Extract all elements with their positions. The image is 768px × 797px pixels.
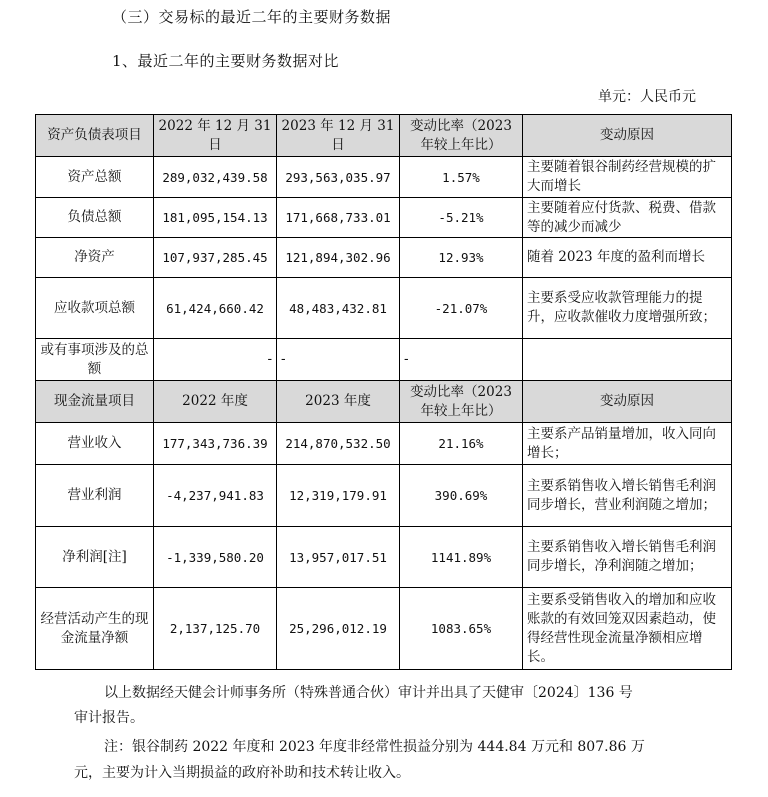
table-row [36,157,732,198]
header-cell: 2022 年度 [154,381,277,423]
value-2022-cell: 289,032,439.58 [154,157,277,198]
change-cell: 1083.65% [400,588,523,670]
table-row [36,278,732,339]
item-cell: 营业收入 [36,423,154,465]
change-cell: 1141.89% [400,527,523,588]
change-cell: 12.93% [400,238,523,278]
header-cell: 变动原因 [523,115,732,157]
value-2022-cell: 181,095,154.13 [154,198,277,238]
reason-cell: 主要系销售收入增长销售毛利润同步增长，净利润随之增加； [523,527,732,588]
value-2023-cell: 48,483,432.81 [277,278,400,339]
item-cell: 或有事项涉及的总额 [36,339,154,381]
unit-label: 单元：人民币元 [598,89,696,105]
value-2023-cell: - [277,339,400,381]
table-row [36,423,732,465]
item-cell: 负债总额 [36,198,154,238]
change-cell: -21.07% [400,278,523,339]
table-row [36,198,732,238]
change-cell: 390.69% [400,465,523,527]
value-2022-cell: 61,424,660.42 [154,278,277,339]
header-cell: 现金流量项目 [36,381,154,423]
sub-heading: 1、最近二年的主要财务数据对比 [112,52,340,70]
value-2023-cell: 121,894,302.96 [277,238,400,278]
item-cell: 净利润[注] [36,527,154,588]
value-2022-cell: 107,937,285.45 [154,238,277,278]
balance-header-row [36,115,732,157]
section-heading: （三）交易标的最近二年的主要财务数据 [112,8,392,26]
reason-cell: 随着 2023 年度的盈利而增长 [523,238,732,278]
item-cell: 应收款项总额 [36,278,154,339]
change-cell: 21.16% [400,423,523,465]
value-2023-cell: 13,957,017.51 [277,527,400,588]
reason-cell: 主要随着银谷制药经营规模的扩大而增长 [523,157,732,198]
header-cell: 2023 年 12 月 31 日 [277,115,400,157]
financial-data-table [35,114,732,670]
change-cell: - [400,339,523,381]
change-cell: -5.21% [400,198,523,238]
table-row [36,465,732,527]
header-cell: 资产负债表项目 [36,115,154,157]
cashflow-header-row [36,381,732,423]
header-cell: 2022 年 12 月 31 日 [154,115,277,157]
header-cell: 2023 年度 [277,381,400,423]
value-2023-cell: 293,563,035.97 [277,157,400,198]
item-cell: 营业利润 [36,465,154,527]
audit-note: 以上数据经天健会计师事务所（特殊普通合伙）审计并出具了天健审〔2024〕136 号 [104,685,633,701]
value-2022-cell: 2,137,125.70 [154,588,277,670]
value-2023-cell: 25,296,012.19 [277,588,400,670]
value-2023-cell: 171,668,733.01 [277,198,400,238]
item-cell: 经营活动产生的现金流量净额 [36,588,154,670]
value-2022-cell: -1,339,580.20 [154,527,277,588]
value-2022-cell: 177,343,736.39 [154,423,277,465]
value-2023-cell: 12,319,179.91 [277,465,400,527]
item-cell: 资产总额 [36,157,154,198]
reason-cell: 主要系受销售收入的增加和应收账款的有效回笼双因素趋动，使得经营性现金流量净额相应增长。 [523,588,732,670]
reason-cell [523,339,732,381]
audit-note-continued: 审计报告。 [74,710,144,726]
table-row [36,527,732,588]
table-row [36,339,732,381]
footnote: 注：银谷制药 2022 年度和 2023 年度非经常性损益分别为 444.84 万元和 807.86 万 [104,739,645,755]
value-2022-cell: - [154,339,277,381]
table-row [36,588,732,670]
item-cell: 净资产 [36,238,154,278]
reason-cell: 主要系受应收款管理能力的提升，应收款催收力度增强所致； [523,278,732,339]
change-cell: 1.57% [400,157,523,198]
header-cell: 变动原因 [523,381,732,423]
reason-cell: 主要系销售收入增长销售毛利润同步增长，营业利润随之增加； [523,465,732,527]
header-cell: 变动比率（2023 年较上年比） [400,115,523,157]
reason-cell: 主要系产品销量增加，收入同向增长； [523,423,732,465]
table-row [36,238,732,278]
value-2022-cell: -4,237,941.83 [154,465,277,527]
value-2023-cell: 214,870,532.50 [277,423,400,465]
header-cell: 变动比率（2023 年较上年比） [400,381,523,423]
footnote-continued: 元，主要为计入当期损益的政府补助和技术转让收入。 [74,765,410,781]
reason-cell: 主要随着应付货款、税费、借款等的减少而减少 [523,198,732,238]
